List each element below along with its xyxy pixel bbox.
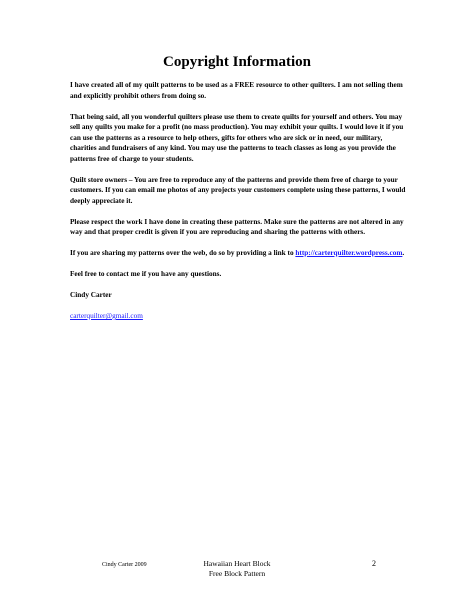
footer-pattern-title bbox=[0, 559, 474, 579]
paragraph-contact: Feel free to contact me if you have any questions. bbox=[70, 270, 222, 278]
page-number: 2 bbox=[372, 559, 376, 568]
signature-block bbox=[70, 290, 410, 322]
footer-line-2: Free Block Pattern bbox=[208, 569, 266, 578]
footer-line-1: Hawaiian Heart Block bbox=[203, 559, 271, 568]
paragraph-respect-work: Please respect the work I have done in creating these patterns. Make sure the patterns are not altered in any way and that proper credit is given if you are reproducing and sharing the patterns with others. bbox=[70, 217, 404, 236]
paragraph-store-owners: Quilt store owners – You are free to reproduce any of the patterns and provide them free of charge to your customers. If you can email me photos of any projects your customers complete using these patterns, I would deeply appreciate it. bbox=[70, 175, 406, 205]
sharing-text: If you are sharing my patterns over the web, do so by providing a link to bbox=[70, 249, 294, 257]
paragraph-free-resource: I have created all of my quilt patterns to be used as a FREE resource to other quilters. I am not selling them and explicitly prohibit others from doing so. bbox=[70, 81, 403, 100]
document-body bbox=[70, 80, 410, 332]
paragraph-usage-rights: That being said, all you wonderful quilters please use them to create quilts for yourself and others. You may sell any quilts you make for a profit (no mass production). You may exhibit your quilts. I would love it if you can use the patterns as a resource to help others, gifts for others who are sick or in need, our military, charities and fundraisers of any kind. You may use the patterns to teach classes as long as you provide the patterns free of charge to your students. bbox=[70, 112, 404, 163]
paragraph-web-sharing bbox=[70, 248, 410, 259]
sharing-end: . bbox=[402, 249, 405, 257]
blog-link[interactable]: http://carterquilter.wordpress.com bbox=[295, 249, 403, 257]
page-title: Copyright Information bbox=[163, 54, 311, 70]
footer-author-year: Cindy Carter 2009 bbox=[102, 562, 147, 568]
signature-email-link[interactable]: carterquilter@gmail.com bbox=[70, 312, 143, 320]
signature-name: Cindy Carter bbox=[70, 291, 112, 299]
